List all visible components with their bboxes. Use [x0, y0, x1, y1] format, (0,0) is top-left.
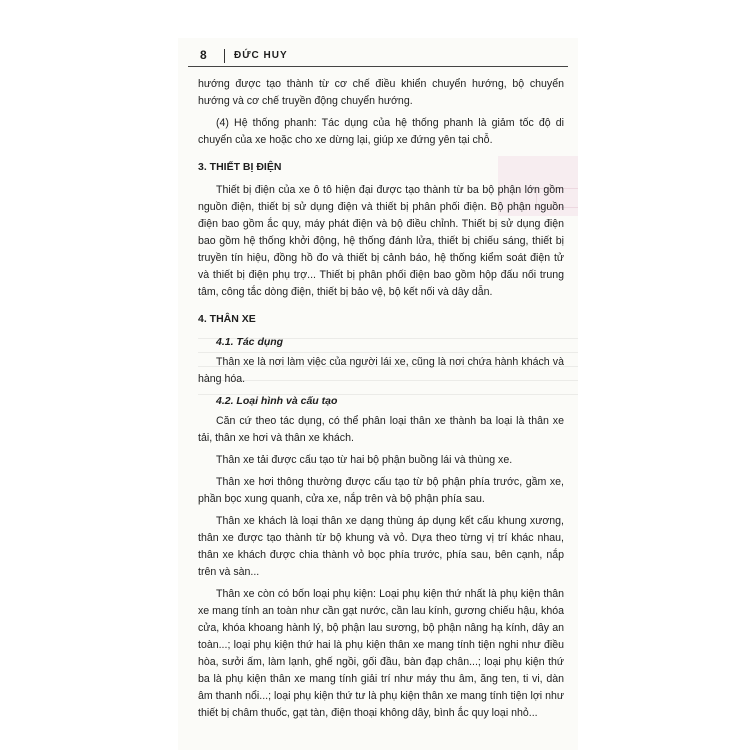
- book-page: [178, 38, 578, 750]
- section-heading-electrical: 3. THIẾT BỊ ĐIỆN: [198, 161, 282, 173]
- paragraph-continued: hướng được tạo thành từ cơ chế điều khiển chuyển hướng, bộ chuyển hướng và cơ chế truyền động chuyển hướng.: [198, 78, 564, 107]
- paragraph-classification: Căn cứ theo tác dụng, có thể phân loại thân xe thành ba loại là thân xe tải, thân xe hơi và thân xe khách.: [198, 415, 564, 444]
- paragraph-car-body: Thân xe hơi thông thường được cấu tạo từ bộ phận phía trước, gầm xe, phần bọc xung quanh, cửa xe, nắp trên và bộ phận phía sau.: [198, 476, 564, 505]
- paragraph-accessories: Thân xe còn có bốn loại phụ kiện: Loại phụ kiện thứ nhất là phụ kiện thân xe mang tính an toàn như cần gạt nước, cần lau kính, gương chiếu hậu, khóa cửa, khóa khoang hành lý, bộ phận lau sương, bộ phận nâng hạ kính, dây an toàn...; loại phụ kiện thứ hai là phụ kiện thân xe mang tính tiện nghi như điều hòa, sưởi ấm, làm lạnh, ghế ngồi, gối đầu, bàn đạp chân...; loại phụ kiện thứ ba là phụ kiện thân xe mang tính giải trí như máy thu âm, ăng ten, ti vi, dàn âm thanh nổi...; loại phụ kiện thứ tư là phụ kiện thân xe mang tính tiện lợi như thiết bị châm thuốc, gạt tàn, điện thoại không dây, bình ắc quy loại nhỏ...: [198, 588, 564, 719]
- page-body: [198, 76, 564, 727]
- subsection-heading-purpose: 4.1. Tác dụng: [216, 336, 284, 348]
- paragraph-electrical: Thiết bị điện của xe ô tô hiện đại được tạo thành từ ba bộ phận lớn gồm nguồn điện, thiết bị sử dụng điện và thiết bị phân phối điện. Bộ phận nguồn điện bao gồm ắc quy, máy phát điện và bộ điều chỉnh. Thiết bị sử dụng điện bao gồm hệ thống khởi động, hệ thống đánh lửa, thiết bị chiếu sáng, thiết bị truyền tín hiệu, đồng hồ đo và thiết bị cảnh báo, hệ thống kiểm soát điện tử và thiết bị điện phụ trợ... Thiết bị phân phối điện bao gồm hộp đấu nối trung tâm, công tắc dòng điện, thiết bị bảo vệ, bộ kết nối và dây dẫn.: [198, 184, 564, 298]
- author-name: ĐỨC HUY: [234, 50, 288, 61]
- running-header: [188, 48, 568, 67]
- header-divider: [224, 49, 225, 63]
- paragraph-truck-body: Thân xe tải được cấu tạo từ hai bộ phận buồng lái và thùng xe.: [216, 454, 513, 466]
- subsection-heading-types: 4.2. Loại hình và cấu tạo: [216, 395, 338, 407]
- paragraph-brakes: (4) Hệ thống phanh: Tác dụng của hệ thống phanh là giảm tốc độ di chuyển của xe hoặc cho xe dừng lại, giúp xe đứng yên tại chỗ.: [198, 117, 564, 146]
- section-heading-body: 4. THÂN XE: [198, 313, 256, 325]
- paragraph-purpose: Thân xe là nơi làm việc của người lái xe, cũng là nơi chứa hành khách và hàng hóa.: [198, 356, 564, 385]
- page-number: 8: [200, 48, 207, 62]
- paragraph-bus-body: Thân xe khách là loại thân xe dạng thùng áp dụng kết cấu khung xương, thân xe được tạo thành từ bộ khung và vỏ. Dựa theo từng vị trí khác nhau, thân xe khách được chia thành vỏ bọc phía trước, phía sau, bên cạnh, nắp trên và sàn...: [198, 515, 564, 578]
